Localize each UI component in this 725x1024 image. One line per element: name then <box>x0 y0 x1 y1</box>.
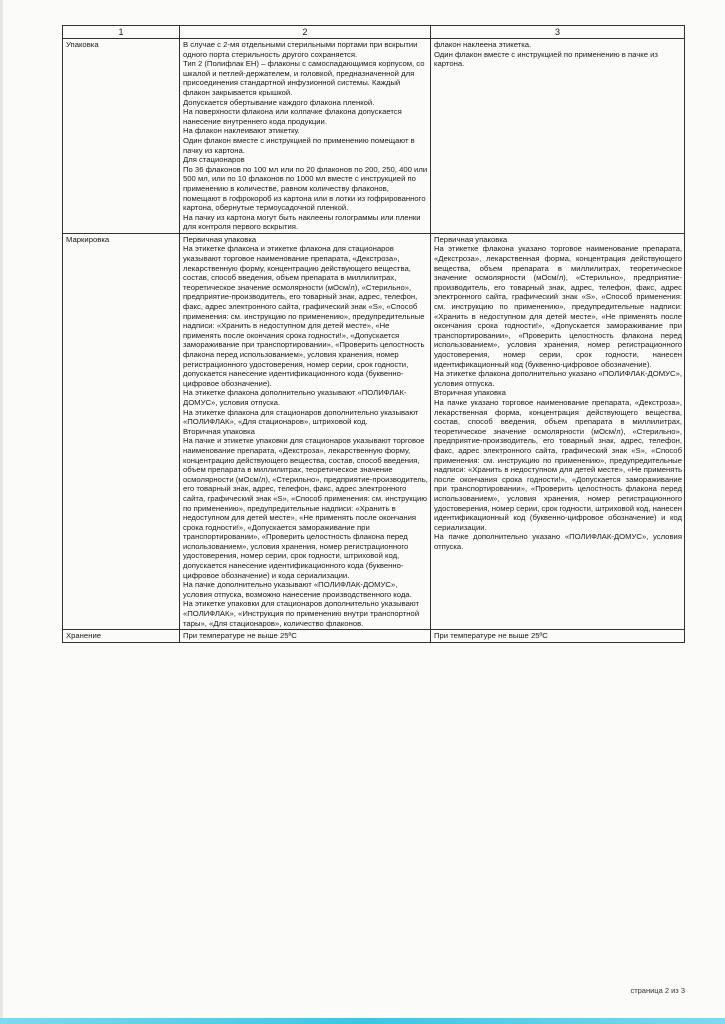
paragraph: Один флакон вместе с инструкцией по применению в пачке из картона. <box>434 49 658 69</box>
paragraph: флакон наклеена этикетка. <box>434 40 532 49</box>
table-row-marking <box>63 233 685 629</box>
subheading: Для стационаров <box>183 155 245 165</box>
paragraph: На пачке указано торговое наименование препарата, «Декстроза», лекарственная форма, концентрация действующего вещества, состав, способ введения, объем препарата в миллилитрах, теоретическое значение осмолярности (мОсм/л), «Стерильно», предприятие-производитель, его товарный знак, адрес, телефон, факс, адрес электронного сайта, графический знак «S», «Способ применения: см. инструкцию по применению», предупредительные надписи: «Хранить в недоступном для детей месте», «Не применять после окончания срока годности!», «Допускается замораживание при транспортировании», «Проверить целостность флакона перед использованием», условия хранения, номер регистрационного удостоверения, номер серии, срок годности, штриховой код, нанесен идентификационный код (буквенно-цифровое обозначение) и код сериализации. <box>434 397 682 532</box>
marking-requirements-cell <box>180 233 431 629</box>
table-header-row <box>63 26 685 39</box>
row-label-marking: Маркировка <box>63 233 180 629</box>
row-label-storage: Хранение <box>63 630 180 643</box>
paragraph: На пачку из картона могут быть наклеены голограммы или пленки для контроля первого вскрытия. <box>183 212 421 232</box>
packaging-actual-cell <box>431 39 685 234</box>
marking-actual-cell <box>431 233 685 629</box>
paragraph: На этикетке флакона для стационаров дополнительно указывают «ПОЛИФЛАК», «Для стационаров», штриховой код. <box>183 407 419 427</box>
header-col-3: 3 <box>431 26 685 39</box>
specification-table <box>62 25 685 643</box>
paragraph: Тип 2 (Полифлак ЕН) – флаконы с самоспадающимся корпусом, со шкалой и петлей-держателем, и головкой, предназначенной для присоединения стандартной инфузионной системы. Каждый флакон закрывается крышкой. <box>183 59 425 97</box>
paragraph: На пачке дополнительно указано «ПОЛИФЛАК-ДОМУС», условия отпуска. <box>434 532 682 551</box>
header-col-2: 2 <box>180 26 431 39</box>
paragraph: В случае с 2-мя отдельными стерильными портами при вскрытии одного порта стерильность другого сохраняется. <box>183 40 418 59</box>
paragraph: На флакон наклеивают этикетку. <box>183 126 300 136</box>
paragraph: Допускается обертывание каждого флакона пленкой. <box>183 97 375 107</box>
storage-actual-cell: При температуре не выше 25ºС <box>431 630 685 643</box>
paragraph: Один флакон вместе с инструкцией по применению помещают в пачку из картона. <box>183 135 415 155</box>
table-row-storage <box>63 630 685 643</box>
scan-bottom-bar <box>0 1018 725 1024</box>
paragraph: На этикетке флакона дополнительно указано «ПОЛИФЛАК-ДОМУС», условия отпуска. <box>434 369 682 388</box>
packaging-requirements-cell <box>180 39 431 234</box>
paragraph: На этикетке флакона дополнительно указывают «ПОЛИФЛАК-ДОМУС», условия отпуска. <box>183 388 407 407</box>
header-col-1: 1 <box>63 26 180 39</box>
row-label-packaging: Упаковка <box>63 39 180 234</box>
paragraph: По 36 флаконов по 100 мл или по 20 флаконов по 200, 250, 400 или 500 мл, или по 10 флаконов по 1000 мл вместе с инструкцией по применению в количестве, равном количеству флаконов, помещают в гофрокороб из картона или в лотки из гофрированного картона, обернутые термоусадочной пленкой. <box>183 164 428 213</box>
paragraph: На этикетке флакона указано торговое наименование препарата, «Декстроза», лекарственная форма, концентрация действующего вещества, объем препарата в миллилитрах, теоретическое значение осмолярности (мОсм/л), «Стерильно», предприятие-производитель, его товарный знак, адрес, телефон, факс, адрес электронного сайта, графический знак «S», «Способ применения: см. инструкцию по применению», предупредительные надписи: «Хранить в недоступном для детей месте», «Не применять после окончания срока годности!», «Допускается замораживание при транспортировании», «Проверить целостность флакона перед использованием», условия хранения, номер регистрационного удостоверения, номер серии, срок годности, нанесен идентификационный код (буквенно-цифровое обозначение). <box>434 244 682 369</box>
paragraph: На пачке дополнительно указывают «ПОЛИФЛАК-ДОМУС», условия отпуска, возможно нанесение производственного кода. <box>183 580 412 599</box>
paragraph: На поверхности флакона или колпачке флакона допускается нанесение внутреннего кода продукции. <box>183 107 402 126</box>
paragraph: На пачке и этикетке упаковки для стационаров указывают торговое наименование препарата, «Декстроза», лекарственную форму, концентрацию действующего вещества, состав, способ введения, объем препарата в миллилитрах, теоретическое значение осмолярности (мОсм/л), «Стерильно», предприятие-производитель, его товарный знак, адрес, телефон, факс, адрес электронного сайта, графический знак «S», «Способ применения: см. инструкцию по применению», предупредительные надписи: «Хранить в недоступном для детей месте», «Не применять после окончания срока годности!», «Допускается замораживание при транспортировании», «Проверить целостность флакона перед использованием», условия хранения, номер регистрационного удостоверения, номер серии, срок годности, штриховой код, допускается нанесение идентификационного кода (буквенно-цифровое обозначение) и кода сериализации. <box>183 436 428 580</box>
scan-edge <box>0 0 3 1024</box>
subheading: Первичная упаковка <box>183 234 257 244</box>
table-row-packaging <box>63 39 685 234</box>
paragraph: На этикетке упаковки для стационаров дополнительно указывают «ПОЛИФЛАК», «Инструкция по применению внутри транспортной тары», «Для стационаров», количество флаконов. <box>183 599 420 628</box>
paragraph: На этикетке флакона и этикетке флакона для стационаров указывают торговое наименование препарата, «Декстроза», лекарственную форму, концентрацию действующего вещества, состав, способ введения, объем препарата в миллилитрах, теоретическое значение осмолярности (мОсм/л), «Стерильно», предприятие-производитель, его товарный знак, адрес, телефон, факс, адрес электронного сайта, графический знак «S», «Способ применения: см. инструкцию по применению», предупредительные надписи: «Хранить в недоступном для детей месте», «Не применять после окончания срока годности!», «Допускается замораживание при транспортировании», «Проверить целостность флакона перед использованием», условия хранения, номер регистрационного удостоверения, номер серии, срок годности, допускается нанесение идентификационного кода (буквенно-цифровое обозначение). <box>183 244 425 388</box>
subheading: Первичная упаковка <box>434 234 508 244</box>
page-number: страница 2 из 3 <box>630 986 685 995</box>
storage-requirements-cell: При температуре не выше 25ºС <box>180 630 431 643</box>
subheading: Вторичная упаковка <box>183 426 255 436</box>
subheading: Вторичная упаковка <box>434 388 506 398</box>
